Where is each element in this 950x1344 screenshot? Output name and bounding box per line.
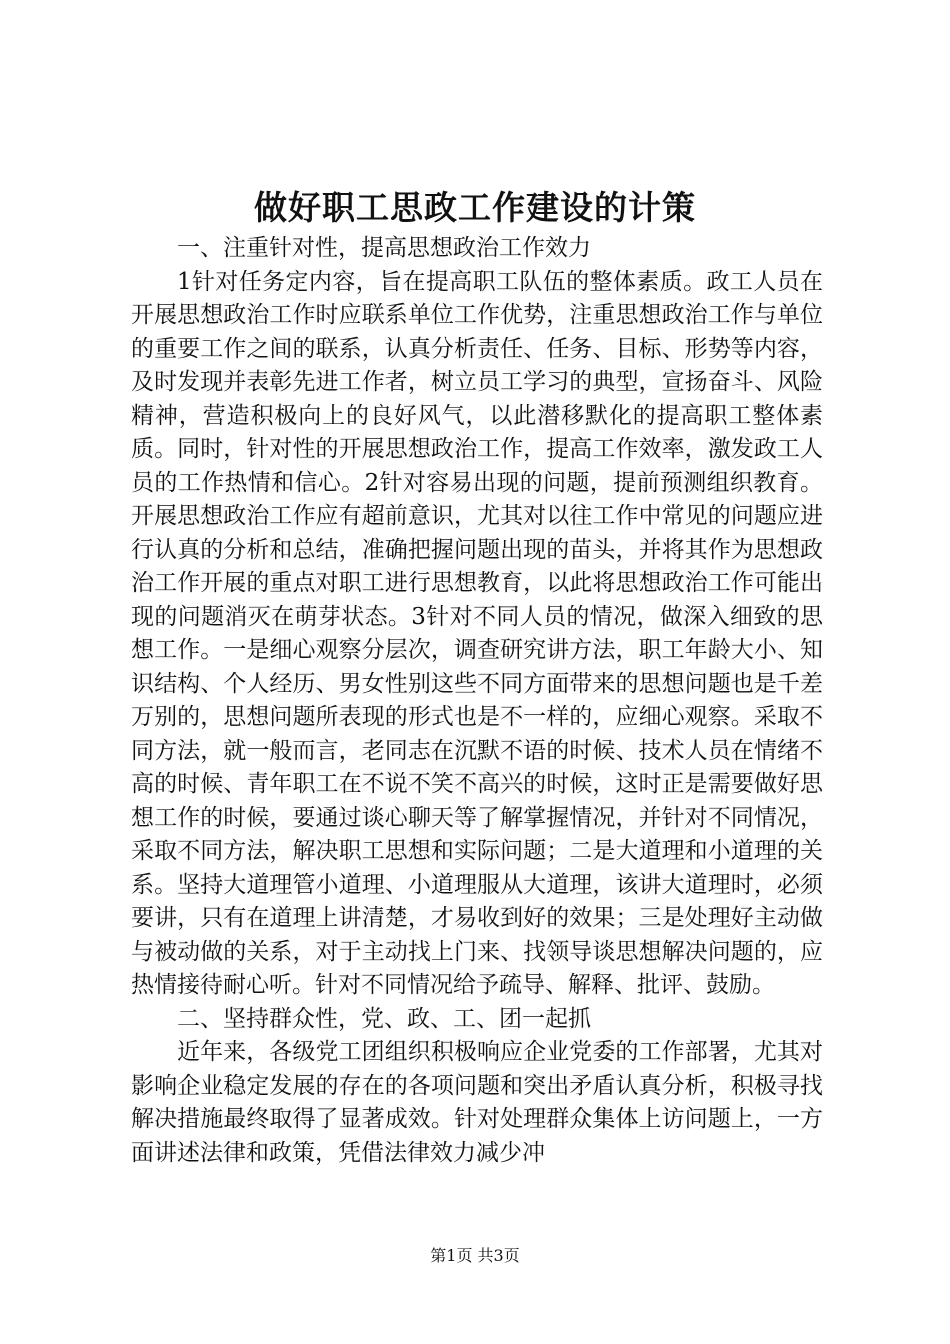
section-heading-1: 一、注重针对性，提高思想政治工作效力 (177, 235, 591, 261)
page-footer: 第1页 共3页 (430, 1246, 520, 1265)
document-title: 做好职工思政工作建设的计策 (254, 188, 696, 227)
body-paragraph-1: 1针对任务定内容，旨在提高职工队伍的整体素质。政工人员在开展思想政治工作时应联系单位工作优势，注重思想政治工作与单位的重要工作之间的联系，认真分析责任、任务、目标、形势等内容，及时发现并表彰先进工作者，树立员工学习的典型，宣扬奋斗、风险精神，营造积极向上的良好风气，以此潜移默化的提高职工整体素质。同时，针对性的开展思想政治工作，提高工作效率，激发政工人员的工作热情和信心。2针对容易出现的问题，提前预测组织教育。开展思想政治工作应有超前意识，尤其对以往工作中常见的问题应进行认真的分析和总结，准确把握问题出现的苗头，并将其作为思想政治工作开展的重点对职工进行思想教育，以此将思想政治工作可能出现的问题消灭在萌芽状态。3针对不同人员的情况，做深入细致的思想工作。一是细心观察分层次，调查研究讲方法，职工年龄大小、知识结构、个人经历、男女性别这些不同方面带来的思想问题也是千差万别的，思想问题所表现的形式也是不一样的，应细心观察。采取不同方法，就一般而言，老同志在沉默不语的时候、技术人员在情绪不高的时候、青年职工在不说不笑不高兴的时候，这时正是需要做好思想工作的时候，要通过谈心聊天等了解掌握情况，并针对不同情况，采取不同方法，解决职工思想和实际问题；二是大道理和小道理的关系。坚持大道理管小道理、小道理服从大道理，该讲大道理时，必须要讲，只有在道理上讲清楚，才易收到好的效果；三是处理好主动做与被动做的关系，对于主动找上门来、找领导谈思想解决问题的，应热情接待耐心听。针对不同情况给予疏导、解释、批评、鼓励。 (131, 268, 823, 998)
section-heading-2: 二、坚持群众性，党、政、工、团一起抓 (177, 1005, 591, 1032)
body-paragraph-2: 近年来，各级党工团组织积极响应企业党委的工作部署，尤其对影响企业稳定发展的存在的各项问题和突出矛盾认真分析，积极寻找解决措施最终取得了显著成效。针对处理群众集体上访问题上，一方面讲述法律和政策，凭借法律效力减少冲 (131, 1039, 823, 1166)
document-body (131, 232, 823, 1170)
